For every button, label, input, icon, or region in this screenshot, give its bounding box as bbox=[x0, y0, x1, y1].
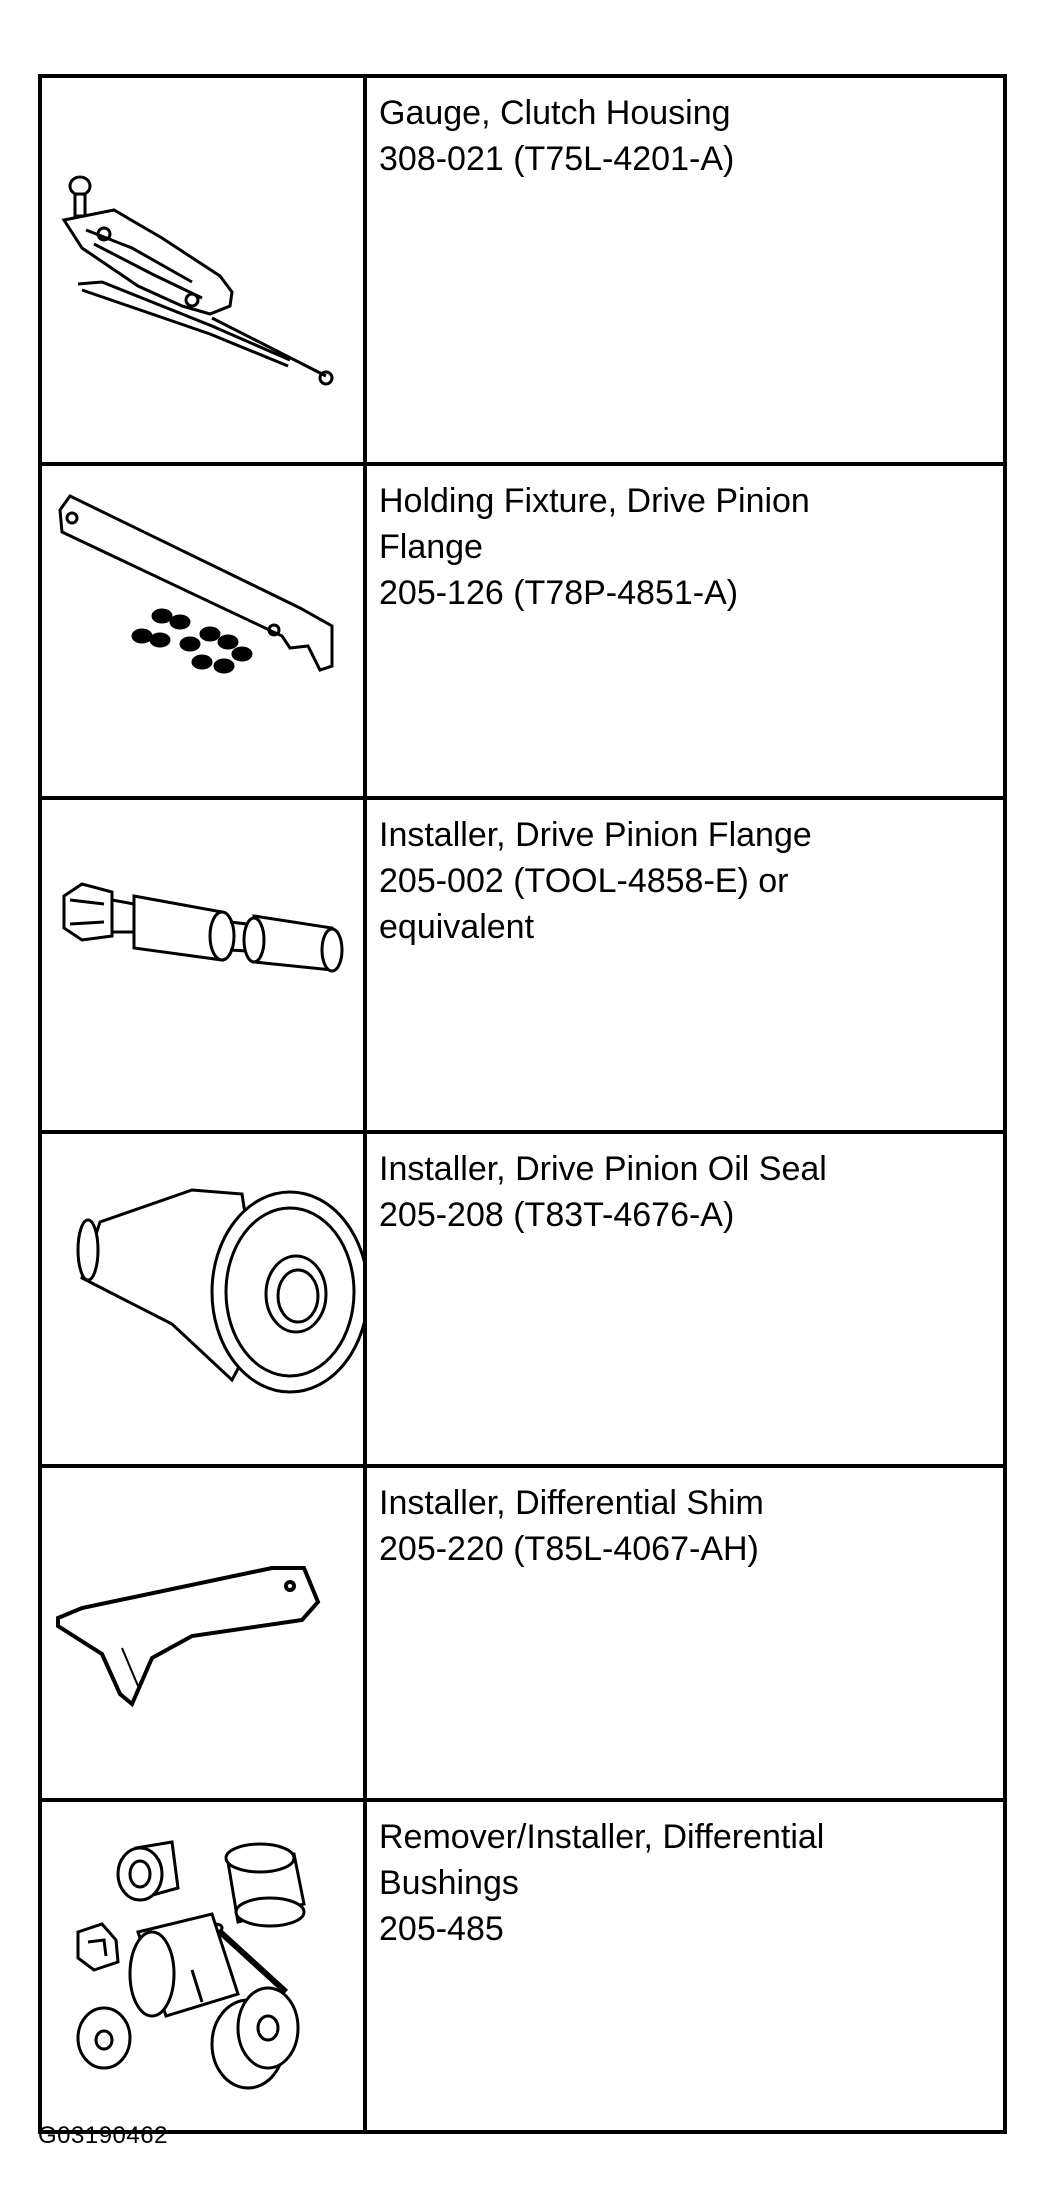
tool-part-number: 205-485 bbox=[379, 1910, 504, 1948]
tool-row bbox=[40, 798, 1005, 1132]
tool-description-cell bbox=[365, 1132, 1005, 1466]
tool-illustration-cell bbox=[40, 798, 365, 1132]
differential-bushings-remover-installer-icon bbox=[42, 1802, 363, 2118]
tool-part-number: 308-021 (T75L-4201-A) bbox=[379, 140, 735, 178]
differential-shim-installer-icon bbox=[42, 1468, 363, 1786]
tool-name: Remover/Installer, Differential bbox=[379, 1818, 825, 1856]
tool-name: Holding Fixture, Drive Pinion bbox=[379, 482, 810, 520]
tool-illustration-cell bbox=[40, 464, 365, 798]
tool-description-cell bbox=[365, 76, 1005, 464]
tool-name-continued: Bushings bbox=[379, 1864, 519, 1902]
tool-description-cell bbox=[365, 1466, 1005, 1800]
tool-part-number: 205-002 (TOOL-4858-E) or bbox=[379, 862, 789, 900]
tool-name-continued: Flange bbox=[379, 528, 483, 566]
tool-name: Installer, Drive Pinion Oil Seal bbox=[379, 1150, 827, 1188]
tool-row bbox=[40, 1800, 1005, 2132]
figure-id: G03190462 bbox=[38, 2122, 168, 2149]
tool-row bbox=[40, 76, 1005, 464]
special-tools-table bbox=[38, 74, 1007, 2134]
tool-row bbox=[40, 464, 1005, 798]
tool-name: Installer, Differential Shim bbox=[379, 1484, 764, 1522]
tool-part-number: 205-220 (T85L-4067-AH) bbox=[379, 1530, 759, 1568]
tool-part-number: 205-208 (T83T-4676-A) bbox=[379, 1196, 735, 1234]
tool-illustration-cell bbox=[40, 76, 365, 464]
tool-illustration-cell bbox=[40, 1800, 365, 2132]
tool-part-number: 205-126 (T78P-4851-A) bbox=[379, 574, 739, 612]
tool-name: Gauge, Clutch Housing bbox=[379, 94, 731, 132]
tool-row bbox=[40, 1132, 1005, 1466]
tool-name: Installer, Drive Pinion Flange bbox=[379, 816, 812, 854]
clutch-housing-gauge-icon bbox=[42, 78, 363, 450]
tool-description-cell bbox=[365, 798, 1005, 1132]
pinion-oil-seal-installer-icon bbox=[42, 1134, 363, 1452]
tool-illustration-cell bbox=[40, 1132, 365, 1466]
tool-description-cell bbox=[365, 1800, 1005, 2132]
tool-note: equivalent bbox=[379, 908, 535, 946]
tool-illustration-cell bbox=[40, 1466, 365, 1800]
tool-row bbox=[40, 1466, 1005, 1800]
tool-description-cell bbox=[365, 464, 1005, 798]
pinion-flange-installer-icon bbox=[42, 800, 363, 1118]
pinion-flange-holding-fixture-icon bbox=[42, 466, 363, 784]
